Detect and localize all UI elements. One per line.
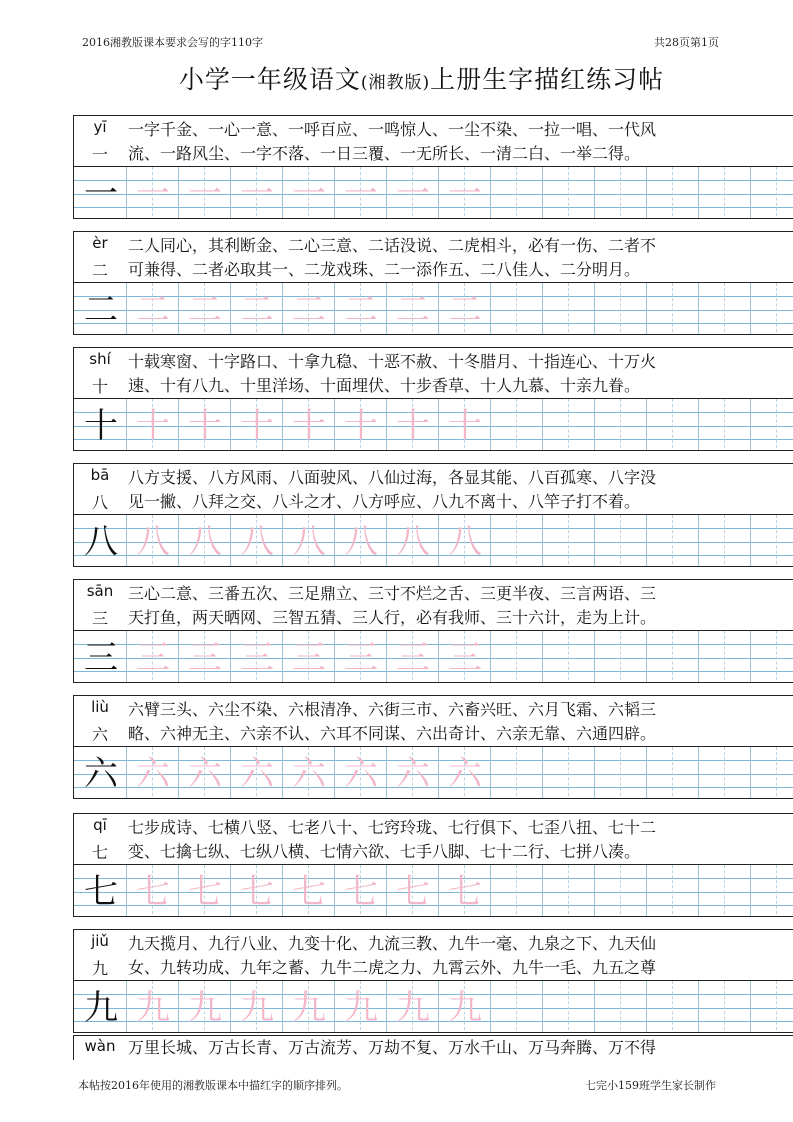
grid-cell-line: [334, 865, 335, 917]
entry-pinyin: qī: [93, 816, 107, 834]
grid-cell-line: [646, 747, 647, 799]
grid-cell-line: [490, 515, 491, 567]
grid-cell-line: [542, 631, 543, 683]
grid-cell-line: [594, 747, 595, 799]
entry-words: [128, 350, 793, 398]
entry-header: [74, 464, 126, 514]
trace-character: 十: [240, 406, 274, 446]
entry-char: 三: [91, 609, 108, 628]
entry-block: [73, 463, 793, 567]
grid-cell-line: [620, 283, 621, 335]
grid-cell-line: [568, 865, 569, 917]
grid-cell-line: [334, 283, 335, 335]
trace-character: 八: [292, 522, 326, 562]
grid-cell-line: [776, 167, 777, 219]
grid-cell-line: [438, 631, 439, 683]
grid-cell-line: [386, 747, 387, 799]
entry-words-line2: 变、七擒七纵、七纵八横、七情六欲、七手八脚、七十二行、七拼八凑。: [128, 842, 641, 861]
grid-cell-line: [334, 399, 335, 451]
trace-character: 九: [344, 988, 378, 1028]
entry-words-line2: 天打鱼，两天晒网、三智五猜、三人行，必有我师、三十六计，走为上计。: [128, 608, 657, 627]
entry-block: [73, 695, 793, 799]
trace-character: 十: [292, 406, 326, 446]
grid-cell-line: [282, 981, 283, 1033]
grid-cell-line: [620, 747, 621, 799]
grid-cell-line: [126, 167, 127, 219]
trace-character: 六: [344, 754, 378, 794]
page-title: [0, 60, 793, 96]
grid-cell-line: [438, 167, 439, 219]
entry-header: [74, 930, 126, 980]
page-indicator: 共28页第1页: [654, 36, 719, 49]
grid-cell-line: [490, 865, 491, 917]
grid-cell-line: [672, 631, 673, 683]
trace-character: 一: [240, 174, 274, 214]
trace-character: 二: [292, 290, 326, 330]
title-main-a: 小学一年级语文: [178, 65, 361, 94]
grid-cell-line: [776, 981, 777, 1033]
entry-pinyin: shí: [89, 350, 111, 368]
grid-cell-line: [516, 747, 517, 799]
entry-char: 二: [91, 261, 108, 280]
entry-header: [74, 580, 126, 630]
entry-words-line1: 一字千金、一心一意、一呼百应、一鸣惊人、一尘不染、一拉一唱、一代风: [128, 120, 657, 139]
grid-cell-line: [646, 865, 647, 917]
header-left: 2016湘教版课本要求会写的字110字: [82, 36, 263, 49]
trace-character: 八: [396, 522, 430, 562]
grid-cell-line: [620, 399, 621, 451]
model-character: 八: [84, 522, 118, 562]
grid-cell-line: [646, 167, 647, 219]
grid-cell-line: [230, 167, 231, 219]
grid-cell-line: [126, 515, 127, 567]
trace-character: 三: [448, 638, 482, 678]
trace-character: 八: [344, 522, 378, 562]
trace-character: 七: [396, 872, 430, 912]
writing-grid: [74, 980, 793, 1033]
grid-cell-line: [724, 747, 725, 799]
trace-character: 七: [136, 872, 170, 912]
entry-words-line2: 略、六神无主、六亲不认、六耳不同谋、六出奇计、六亲无靠、六通四辟。: [128, 724, 657, 743]
grid-cell-line: [178, 515, 179, 567]
grid-cell-line: [646, 515, 647, 567]
entry-block: [73, 231, 793, 335]
grid-cell-line: [646, 283, 647, 335]
entry-block: [73, 929, 793, 1033]
writing-grid: [74, 166, 793, 219]
grid-cell-line: [126, 981, 127, 1033]
grid-cell-line: [438, 747, 439, 799]
grid-cell-line: [490, 283, 491, 335]
trace-character: 二: [240, 290, 274, 330]
model-character: 三: [84, 638, 118, 678]
trace-character: 三: [344, 638, 378, 678]
grid-cell-line: [620, 865, 621, 917]
grid-cell-line: [490, 747, 491, 799]
entry-char: 十: [91, 377, 108, 396]
grid-cell-line: [126, 399, 127, 451]
trace-character: 七: [292, 872, 326, 912]
writing-grid: [74, 630, 793, 683]
entry-header: [74, 116, 126, 166]
grid-cell-line: [282, 399, 283, 451]
grid-cell-line: [542, 747, 543, 799]
entry-pinyin: bā: [90, 466, 110, 484]
grid-cell-line: [776, 631, 777, 683]
grid-cell-line: [178, 865, 179, 917]
grid-cell-line: [282, 631, 283, 683]
entry-words: [128, 816, 793, 864]
entry-char: 七: [91, 843, 108, 862]
grid-cell-line: [334, 515, 335, 567]
grid-cell-line: [620, 981, 621, 1033]
grid-cell-line: [516, 283, 517, 335]
grid-cell-line: [178, 747, 179, 799]
trace-character: 三: [136, 638, 170, 678]
grid-cell-line: [386, 631, 387, 683]
trace-character: 八: [188, 522, 222, 562]
grid-cell-line: [750, 747, 751, 799]
grid-cell-line: [620, 515, 621, 567]
entry-block: [73, 813, 793, 917]
grid-cell-line: [568, 981, 569, 1033]
entry-char: 九: [91, 959, 108, 978]
grid-cell-line: [750, 631, 751, 683]
grid-cell-line: [750, 981, 751, 1033]
grid-cell-line: [594, 631, 595, 683]
grid-cell-line: [126, 747, 127, 799]
grid-cell-line: [386, 865, 387, 917]
trace-character: 九: [396, 988, 430, 1028]
grid-cell-line: [282, 515, 283, 567]
grid-cell-line: [620, 167, 621, 219]
grid-cell-line: [386, 515, 387, 567]
entry-words-line2: 可兼得、二者必取其一、二龙戏珠、二一添作五、二八佳人、二分明月。: [128, 260, 641, 279]
writing-grid: [74, 746, 793, 799]
grid-cell-line: [776, 399, 777, 451]
grid-cell-line: [542, 283, 543, 335]
grid-cell-line: [126, 283, 127, 335]
grid-cell-line: [724, 865, 725, 917]
footer-note: 本帖按2016年使用的湘教版课本中描红字的顺序排列。: [78, 1079, 348, 1092]
trace-character: 八: [448, 522, 482, 562]
entry-pinyin: liù: [91, 698, 109, 716]
model-character: 六: [84, 754, 118, 794]
model-character: 七: [84, 872, 118, 912]
trace-character: 八: [240, 522, 274, 562]
entry-words-line1: 二人同心，其利断金、二心三意、二话没说、二虎相斗，必有一伤、二者不: [128, 236, 657, 255]
trace-character: 一: [136, 174, 170, 214]
grid-cell-line: [516, 631, 517, 683]
grid-cell-line: [672, 747, 673, 799]
trace-character: 七: [448, 872, 482, 912]
grid-cell-line: [750, 399, 751, 451]
grid-cell-line: [438, 283, 439, 335]
grid-cell-line: [542, 865, 543, 917]
trace-character: 七: [188, 872, 222, 912]
entry-block: [73, 115, 793, 219]
entry-words-line2: 流、一路风尘、一字不落、一日三覆、一无所长、一清二白、一举二得。: [128, 144, 641, 163]
grid-cell-line: [724, 399, 725, 451]
grid-cell-line: [282, 865, 283, 917]
grid-cell-line: [646, 399, 647, 451]
trace-character: 六: [448, 754, 482, 794]
entry-words-line1: 八方支援、八方风雨、八面驶风、八仙过海，各显其能、八百孤寒、八字没: [128, 468, 657, 487]
grid-cell-line: [646, 631, 647, 683]
trace-character: 六: [396, 754, 430, 794]
trace-character: 三: [188, 638, 222, 678]
entry-words-line2: 速、十有八九、十里洋场、十面埋伏、十步香草、十人九慕、十亲九眷。: [128, 376, 641, 395]
grid-cell-line: [386, 167, 387, 219]
writing-grid: [74, 282, 793, 335]
grid-cell-line: [542, 515, 543, 567]
trace-character: 九: [448, 988, 482, 1028]
grid-cell-line: [724, 631, 725, 683]
trace-character: 七: [240, 872, 274, 912]
trace-character: 十: [188, 406, 222, 446]
entry-words: [128, 698, 793, 746]
grid-cell-line: [334, 631, 335, 683]
grid-cell-line: [438, 399, 439, 451]
grid-cell-line: [438, 981, 439, 1033]
grid-cell-line: [178, 283, 179, 335]
entry-words-line1: 六臂三头、六尘不染、六根清净、六街三市、六畜兴旺、六月飞霜、六韬三: [128, 700, 657, 719]
partial-entry-block: [73, 1035, 793, 1060]
grid-cell-line: [724, 283, 725, 335]
trace-character: 十: [396, 406, 430, 446]
grid-cell-line: [698, 631, 699, 683]
trace-character: 十: [136, 406, 170, 446]
grid-cell-line: [672, 865, 673, 917]
footer-credit: 七完小159班学生家长制作: [585, 1079, 716, 1092]
trace-character: 六: [188, 754, 222, 794]
grid-cell-line: [334, 167, 335, 219]
grid-cell-line: [516, 167, 517, 219]
grid-cell-line: [230, 981, 231, 1033]
entry-words-line1: 万里长城、万古长青、万古流芳、万劫不复、万水千山、万马奔腾、万不得: [128, 1038, 657, 1057]
grid-cell-line: [230, 747, 231, 799]
entry-words-line1: 十载寒窗、十字路口、十拿九稳、十恶不赦、十冬腊月、十指连心、十万火: [128, 352, 657, 371]
grid-cell-line: [750, 283, 751, 335]
entry-words-line1: 九天揽月、九行八业、九变十化、九流三教、九牛一毫、九泉之下、九天仙: [128, 934, 657, 953]
entry-words: [128, 118, 793, 166]
trace-character: 九: [292, 988, 326, 1028]
grid-cell-line: [776, 747, 777, 799]
grid-cell-line: [698, 747, 699, 799]
grid-cell-line: [438, 865, 439, 917]
writing-grid: [74, 514, 793, 567]
entry-pinyin: yī: [93, 118, 107, 136]
grid-cell-line: [542, 399, 543, 451]
grid-cell-line: [490, 399, 491, 451]
grid-cell-line: [126, 631, 127, 683]
grid-cell-line: [490, 631, 491, 683]
grid-cell-line: [594, 167, 595, 219]
grid-cell-line: [672, 283, 673, 335]
grid-cell-line: [490, 167, 491, 219]
grid-cell-line: [334, 981, 335, 1033]
grid-cell-line: [568, 283, 569, 335]
grid-cell-line: [386, 981, 387, 1033]
entry-header: [74, 348, 126, 398]
entry-words: [128, 582, 793, 630]
grid-cell-line: [568, 167, 569, 219]
entry-header: [74, 696, 126, 746]
trace-character: 一: [188, 174, 222, 214]
trace-character: 一: [448, 174, 482, 214]
entry-words-line1: 三心二意、三番五次、三足鼎立、三寸不烂之舌、三更半夜、三言两语、三: [128, 584, 657, 603]
grid-cell-line: [724, 167, 725, 219]
grid-cell-line: [750, 865, 751, 917]
grid-cell-line: [568, 515, 569, 567]
trace-character: 六: [240, 754, 274, 794]
grid-cell-line: [724, 981, 725, 1033]
title-edition: (湘教版): [360, 73, 431, 93]
trace-character: 一: [344, 174, 378, 214]
grid-cell-line: [178, 631, 179, 683]
grid-cell-line: [282, 167, 283, 219]
entry-words: [128, 234, 793, 282]
entry-char: 六: [91, 725, 108, 744]
trace-character: 十: [344, 406, 378, 446]
grid-cell-line: [776, 283, 777, 335]
trace-character: 二: [136, 290, 170, 330]
trace-character: 三: [396, 638, 430, 678]
grid-cell-line: [594, 399, 595, 451]
entry-words-line2: 女、九转功成、九年之蓄、九牛二虎之力、九霄云外、九牛一毛、九五之尊: [128, 958, 657, 977]
entry-words-line2: 见一撇、八拜之交、八斗之才、八方呼应、八九不离十、八竿子打不着。: [128, 492, 641, 511]
writing-grid: [74, 864, 793, 917]
trace-character: 九: [188, 988, 222, 1028]
entry-words: [128, 466, 793, 514]
grid-cell-line: [386, 283, 387, 335]
grid-cell-line: [230, 865, 231, 917]
grid-cell-line: [178, 399, 179, 451]
grid-cell-line: [698, 515, 699, 567]
trace-character: 三: [240, 638, 274, 678]
model-character: 一: [84, 174, 118, 214]
grid-cell-line: [282, 747, 283, 799]
grid-cell-line: [516, 865, 517, 917]
entry-pinyin: èr: [92, 234, 108, 252]
grid-cell-line: [568, 399, 569, 451]
entry-header: [74, 814, 126, 864]
trace-character: 三: [292, 638, 326, 678]
grid-cell-line: [698, 865, 699, 917]
grid-cell-line: [620, 631, 621, 683]
grid-cell-line: [594, 865, 595, 917]
grid-cell-line: [516, 399, 517, 451]
entry-char: 一: [91, 145, 108, 164]
grid-cell-line: [724, 515, 725, 567]
grid-cell-line: [698, 399, 699, 451]
grid-cell-line: [776, 515, 777, 567]
trace-character: 二: [188, 290, 222, 330]
entry-words: [128, 932, 793, 980]
model-character: 十: [84, 406, 118, 446]
grid-cell-line: [542, 981, 543, 1033]
trace-character: 一: [396, 174, 430, 214]
trace-character: 九: [136, 988, 170, 1028]
grid-cell-line: [672, 167, 673, 219]
grid-cell-line: [386, 399, 387, 451]
model-character: 九: [84, 988, 118, 1028]
grid-cell-line: [178, 167, 179, 219]
trace-character: 十: [448, 406, 482, 446]
grid-cell-line: [594, 981, 595, 1033]
grid-cell-line: [490, 981, 491, 1033]
grid-cell-line: [568, 631, 569, 683]
title-main-b: 上册生字描红练习帖: [430, 65, 665, 94]
trace-character: 六: [292, 754, 326, 794]
trace-character: 二: [396, 290, 430, 330]
grid-cell-line: [672, 399, 673, 451]
grid-cell-line: [594, 283, 595, 335]
grid-cell-line: [672, 515, 673, 567]
entry-pinyin: sān: [86, 582, 114, 600]
trace-character: 六: [136, 754, 170, 794]
grid-cell-line: [646, 981, 647, 1033]
trace-character: 二: [344, 290, 378, 330]
entry-pinyin: jiǔ: [91, 932, 109, 950]
grid-cell-line: [698, 981, 699, 1033]
grid-cell-line: [178, 981, 179, 1033]
trace-character: 八: [136, 522, 170, 562]
writing-grid: [74, 398, 793, 451]
entry-block: [73, 347, 793, 451]
entry-pinyin: wàn: [84, 1037, 116, 1055]
grid-cell-line: [542, 167, 543, 219]
grid-cell-line: [334, 747, 335, 799]
trace-character: 七: [344, 872, 378, 912]
grid-cell-line: [230, 399, 231, 451]
trace-character: 九: [240, 988, 274, 1028]
entry-words-line1: 七步成诗、七横八竖、七老八十、七窍玲珑、七行俱下、七歪八扭、七十二: [128, 818, 657, 837]
grid-cell-line: [698, 167, 699, 219]
entry-char: 八: [91, 493, 108, 512]
grid-cell-line: [516, 981, 517, 1033]
grid-cell-line: [230, 515, 231, 567]
grid-cell-line: [750, 515, 751, 567]
grid-cell-line: [126, 865, 127, 917]
grid-cell-line: [230, 631, 231, 683]
entry-block: [73, 579, 793, 683]
grid-cell-line: [282, 283, 283, 335]
grid-cell-line: [438, 515, 439, 567]
grid-cell-line: [776, 865, 777, 917]
grid-cell-line: [230, 283, 231, 335]
trace-character: 二: [448, 290, 482, 330]
model-character: 二: [84, 290, 118, 330]
grid-cell-line: [672, 981, 673, 1033]
grid-cell-line: [594, 515, 595, 567]
entry-header: [74, 232, 126, 282]
grid-cell-line: [568, 747, 569, 799]
grid-cell-line: [698, 283, 699, 335]
grid-cell-line: [516, 515, 517, 567]
trace-character: 一: [292, 174, 326, 214]
grid-cell-line: [750, 167, 751, 219]
